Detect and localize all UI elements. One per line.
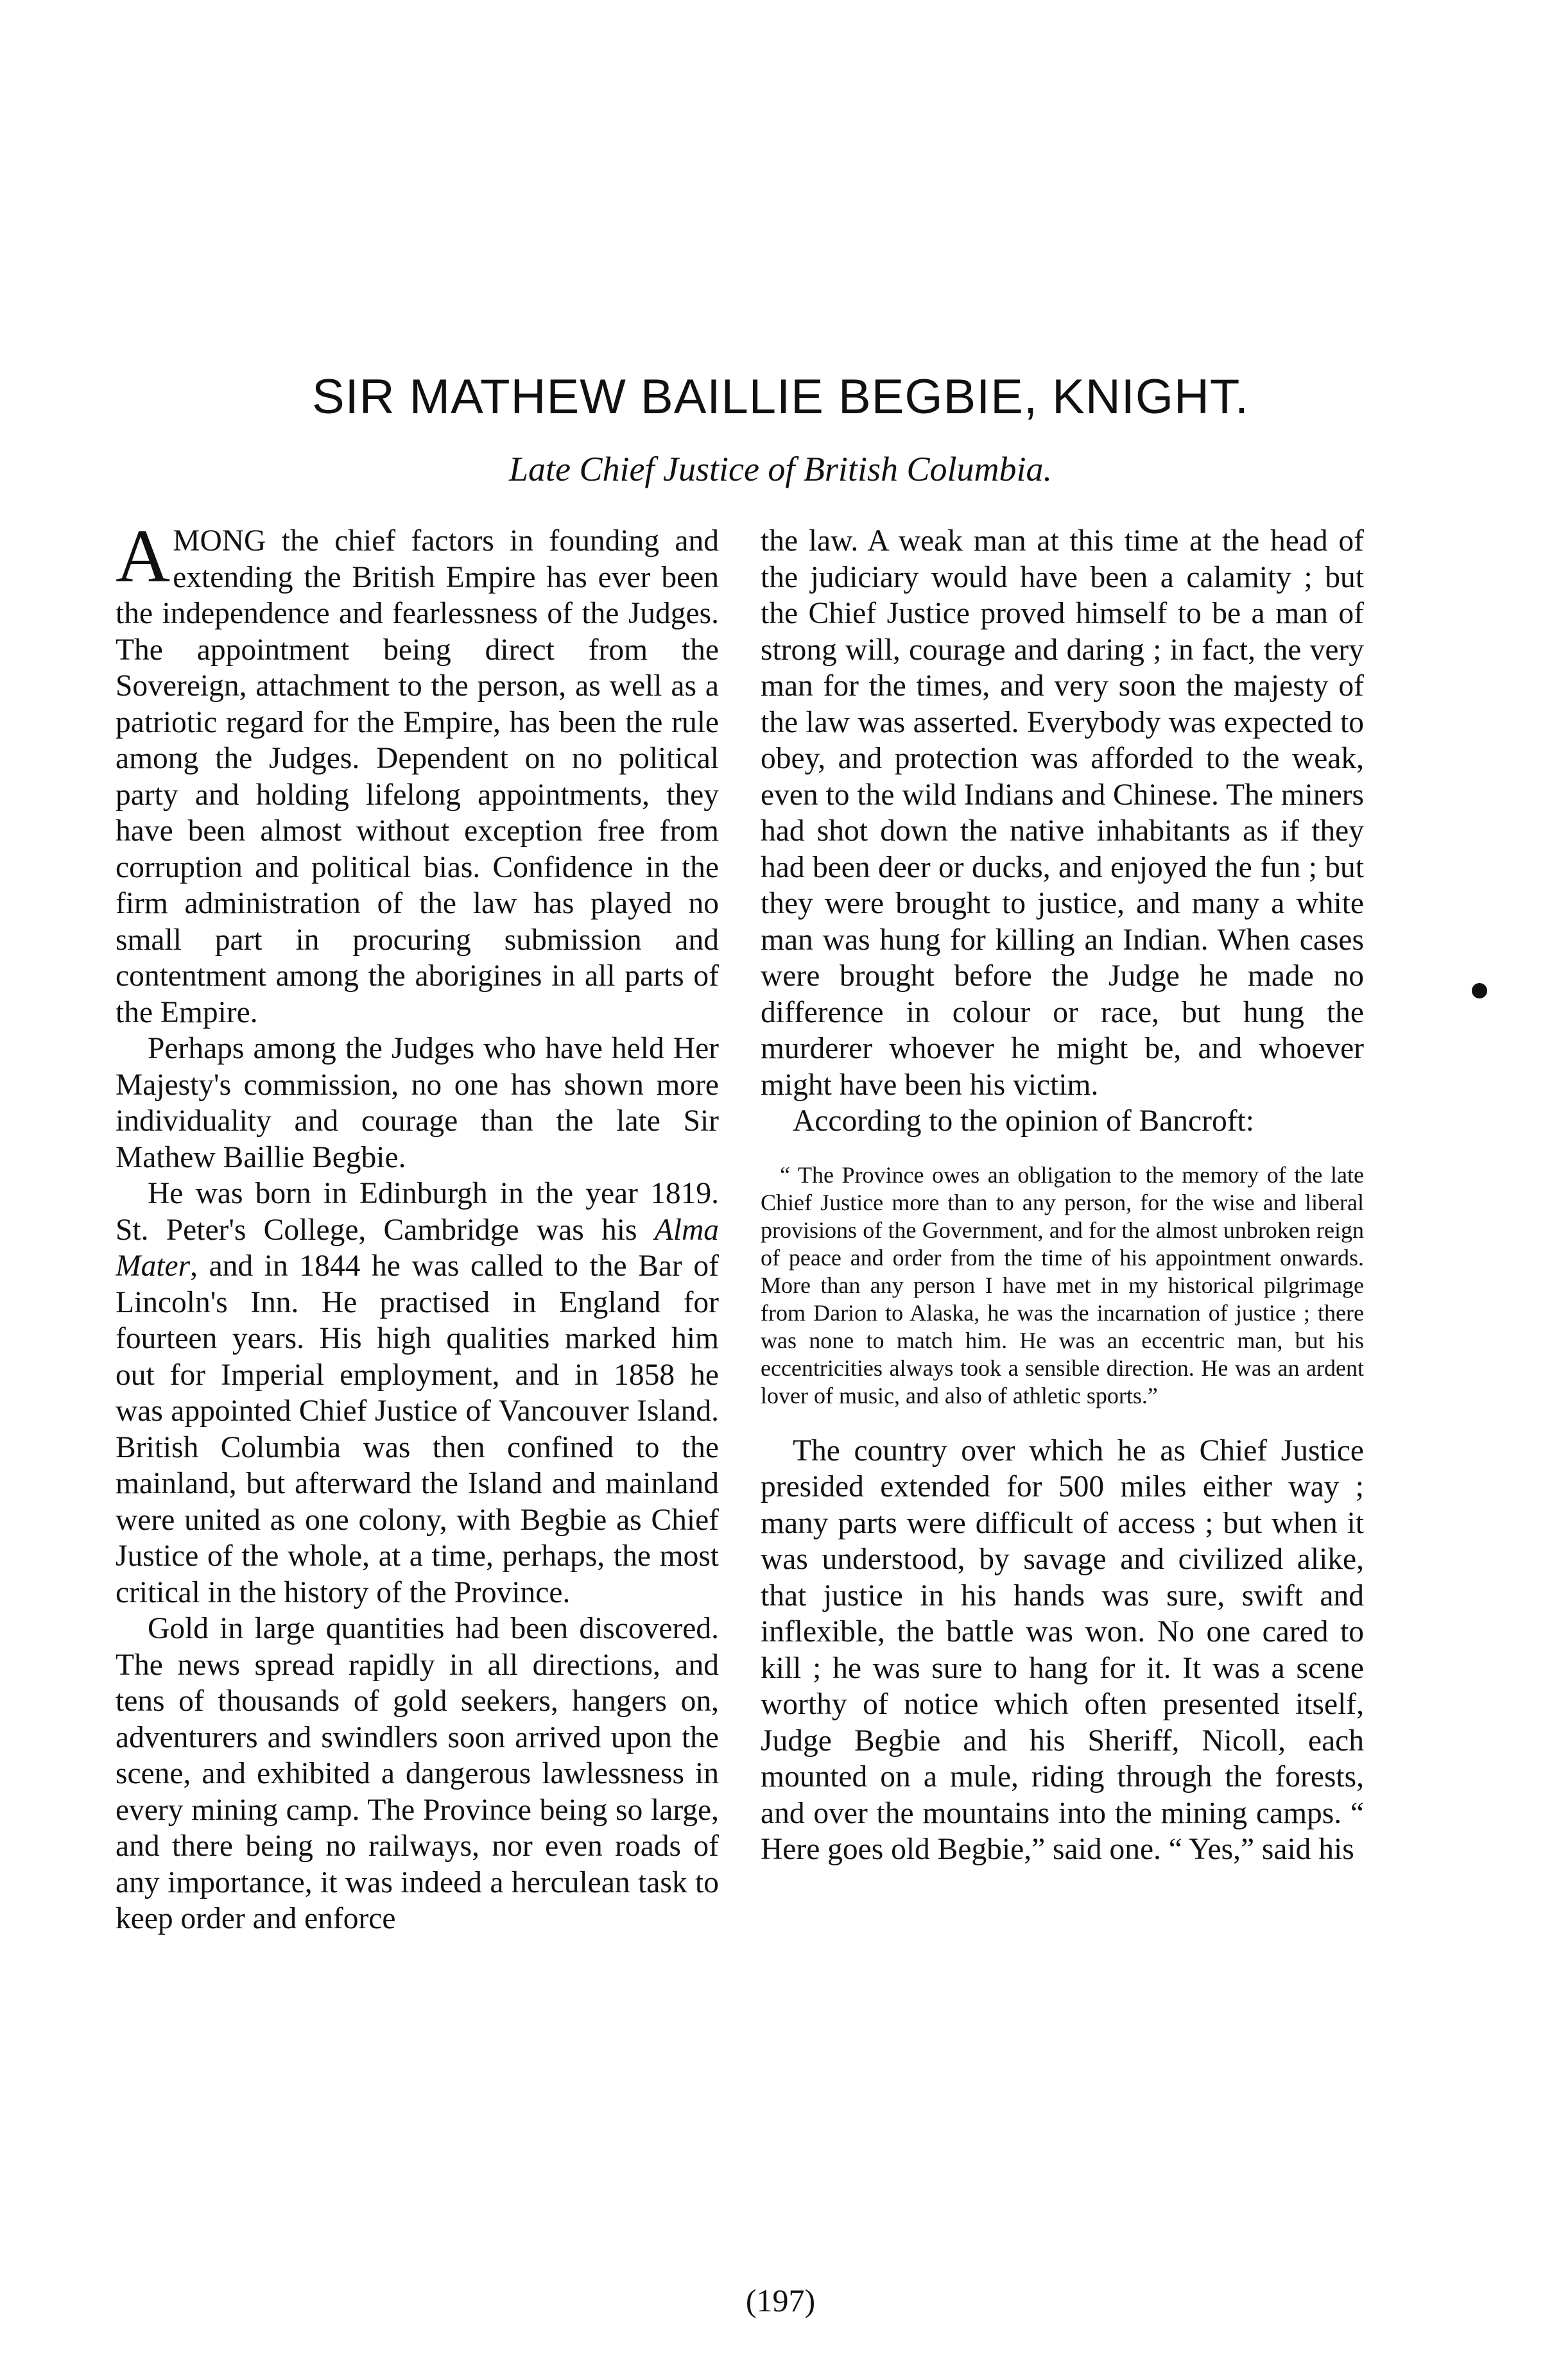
paragraph-7: The country over which he as Chief Justice presided extended for 500 miles either way ; many parts were difficult of access ; but when it was understood, by savage and civilized alike, that justice in his hands was sure, swift and inflexible, the battle was won. No one cared to kill ; he was sure to hang for it. It was a scene worthy of notice which often presented itself, Judge Begbie and his Sheriff, Nicoll, each mounted on a mule, riding through the forests, and over the mountains into the mining camps. “ Here goes old Begbie,” said one. “ Yes,” said his bbox=[761, 1434, 1364, 1866]
page-title: SIR MATHEW BAILLIE BEGBIE, KNIGHT. bbox=[311, 370, 1249, 424]
paragraph-3-text-a: He was born in Edinburgh in the year 1819. St. Peter's College, Cambridge was his bbox=[116, 1177, 719, 1247]
quote-text: “ The Province owes an obligation to the memory of the late Chief Justice more than to any person, for the wise and liberal provisions of the Government, and for the almost unbroken reign of peace and order from the time of his appointment onwards. More than any person I have met in my historical pilgrimage from Darion to Alaska, he was the incarnation of justice ; there was none to match him. He was an eccentric man, but his eccentricities always took a sensible direction. He was an ardent lover of music, and also of athletic sports.” bbox=[761, 1161, 1364, 1408]
bancroft-quote bbox=[761, 1161, 1364, 1410]
paragraph-1-lead: MONG bbox=[173, 524, 266, 558]
paragraph-1-text: the chief factors in founding and extending the British Empire has ever been the independence and fearlessness of the Judges. The appointment being direct from the Sovereign, attachment to the person, as well as a patriotic regard for the Empire, has been the rule among the Judges. Dependent on no political party and holding lifelong appointments, they have been almost without exception free from corruption and political bias. Confidence in the firm administration of the law has played no small part in procuring submission and contentment among the aborigines in all parts of the Empire. bbox=[116, 524, 719, 1029]
paragraph-5: the law. A weak man at this time at the head of the judiciary would have been a calamity ; but the Chief Justice proved himself to be a man of strong will, courage and daring ; in fact, the very man for the times, and very soon the majesty of the law was asserted. Everybody was expected to obey, and protection was afforded to the weak, even to the wild Indians and Chinese. The miners had shot down the native inhabitants as if they had been deer or ducks, and enjoyed the fun ; but they were brought to justice, and many a white man was hung for killing an Indian. When cases were brought before the Judge he made no difference in colour or race, but hung the murderer whoever he might be, and whoever might have been his victim. bbox=[761, 524, 1364, 1102]
left-column bbox=[116, 523, 719, 2275]
drop-cap: A bbox=[116, 523, 171, 598]
margin-dot-mark bbox=[1472, 983, 1487, 998]
right-column bbox=[761, 523, 1364, 2275]
page-subtitle: Late Chief Justice of British Columbia. bbox=[509, 450, 1052, 488]
paragraph-6: According to the opinion of Bancroft: bbox=[793, 1104, 1254, 1138]
paragraph-2: Perhaps among the Judges who have held Her Majesty's commission, no one has shown more individuality and courage than the late Sir Mathew Baillie Begbie. bbox=[116, 1032, 719, 1174]
paragraph-3-text-b: , and in 1844 he was called to the Bar of Lincoln's Inn. He practised in England for fourteen years. His high qualities marked him out for Imperial employment, and in 1858 he was appointed Chief Justice of Vancouver Island. British Columbia was then confined to the mainland, but afterward the Island and mainland were united as one colony, with Begbie as Chief Justice of the whole, at a time, perhaps, the most critical in the history of the Province. bbox=[116, 1249, 719, 1609]
page-number: (197) bbox=[745, 2282, 816, 2318]
paragraph-3 bbox=[116, 1176, 719, 1611]
paragraph-1 bbox=[116, 523, 719, 1031]
paragraph-4: Gold in large quantities had been discovered. The news spread rapidly in all directions, and tens of thousands of gold seekers, hangers on, adventurers and swindlers soon arrived upon the scene, and exhibited a dangerous lawlessness in every mining camp. The Province being so large, and there being no railways, nor even roads of any importance, it was indeed a herculean task to keep order and enforce bbox=[116, 1612, 719, 1935]
alma-mater-italic: Alma Mater bbox=[116, 1213, 719, 1283]
